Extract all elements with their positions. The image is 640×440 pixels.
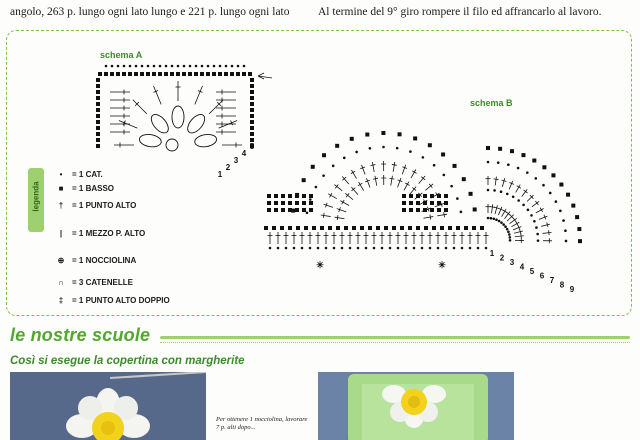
schema-b-round-number: 9: [569, 285, 575, 294]
intro-text-right: Al termine del 9° giro rompere il filo ed affrancarlo al lavoro.: [318, 6, 602, 18]
legend-tab: [28, 168, 44, 232]
dagger-icon: †: [58, 201, 64, 210]
bar-icon: |: [59, 229, 63, 238]
schema-a-round-number: 1: [217, 170, 223, 179]
legend-item-bobble: ⊕ = 1 NOCCIOLINA: [50, 256, 136, 265]
schema-b-round-number: 8: [559, 280, 565, 290]
section-rule: [160, 336, 630, 339]
schema-b-label: schema B: [470, 98, 513, 108]
asterisk-marker: ✳: [316, 260, 324, 270]
schema-b-round-number: 7: [549, 276, 555, 285]
legend-item-half-treble: | = 1 MEZZO P. ALTO: [50, 229, 145, 238]
schema-b-round-number: 6: [539, 271, 545, 281]
photo-flower-square: [318, 372, 514, 440]
section-subtitle: Così si esegue la copertina con margherite: [10, 355, 245, 367]
schema-b-round-number: 2: [499, 253, 505, 263]
legend-item-single: ■ = 1 BASSO: [50, 184, 114, 193]
legend-item-double-treble: ‡ = 1 PUNTO ALTO DOPPIO: [50, 296, 170, 305]
bobble-icon: ⊕: [57, 256, 65, 265]
asterisk-marker: ✳: [438, 260, 446, 270]
photo-flower-step1: [10, 372, 206, 440]
schema-b-round-number: 5: [529, 267, 535, 276]
intro-text-left: angolo, 263 p. lungo ogni lato lungo e 221 p. lungo ogni lato: [10, 6, 290, 18]
legend-title: legenda: [31, 181, 41, 212]
schema-b-round-number: 1: [489, 249, 495, 258]
schema-b-round-number: 3: [509, 258, 515, 267]
schema-a-round-number: 5: [249, 142, 255, 151]
schema-b-round-number: 4: [519, 262, 525, 272]
schema-a-round-number: 4: [241, 149, 247, 158]
arch-icon: ∩: [58, 278, 64, 287]
legend-item-treble: † = 1 PUNTO ALTO: [50, 201, 136, 210]
square-icon: ■: [58, 184, 64, 193]
photo-caption: Per ottenere 1 nocciolina, lavorare 7 p. alti dopo...: [216, 416, 308, 431]
section-title: le nostre scuole: [10, 325, 151, 345]
schema-a-label: schema A: [100, 50, 143, 60]
section-rule-dotted: [160, 342, 630, 343]
chain-icon: •: [59, 170, 63, 179]
legend-item-chain: • = 1 CAT.: [50, 170, 103, 179]
legend-item-chain3: ∩ = 3 CATENELLE: [50, 278, 133, 287]
schema-a-round-number: 2: [225, 163, 231, 172]
schema-a-round-number: 3: [233, 156, 239, 165]
double-dagger-icon: ‡: [58, 296, 64, 305]
